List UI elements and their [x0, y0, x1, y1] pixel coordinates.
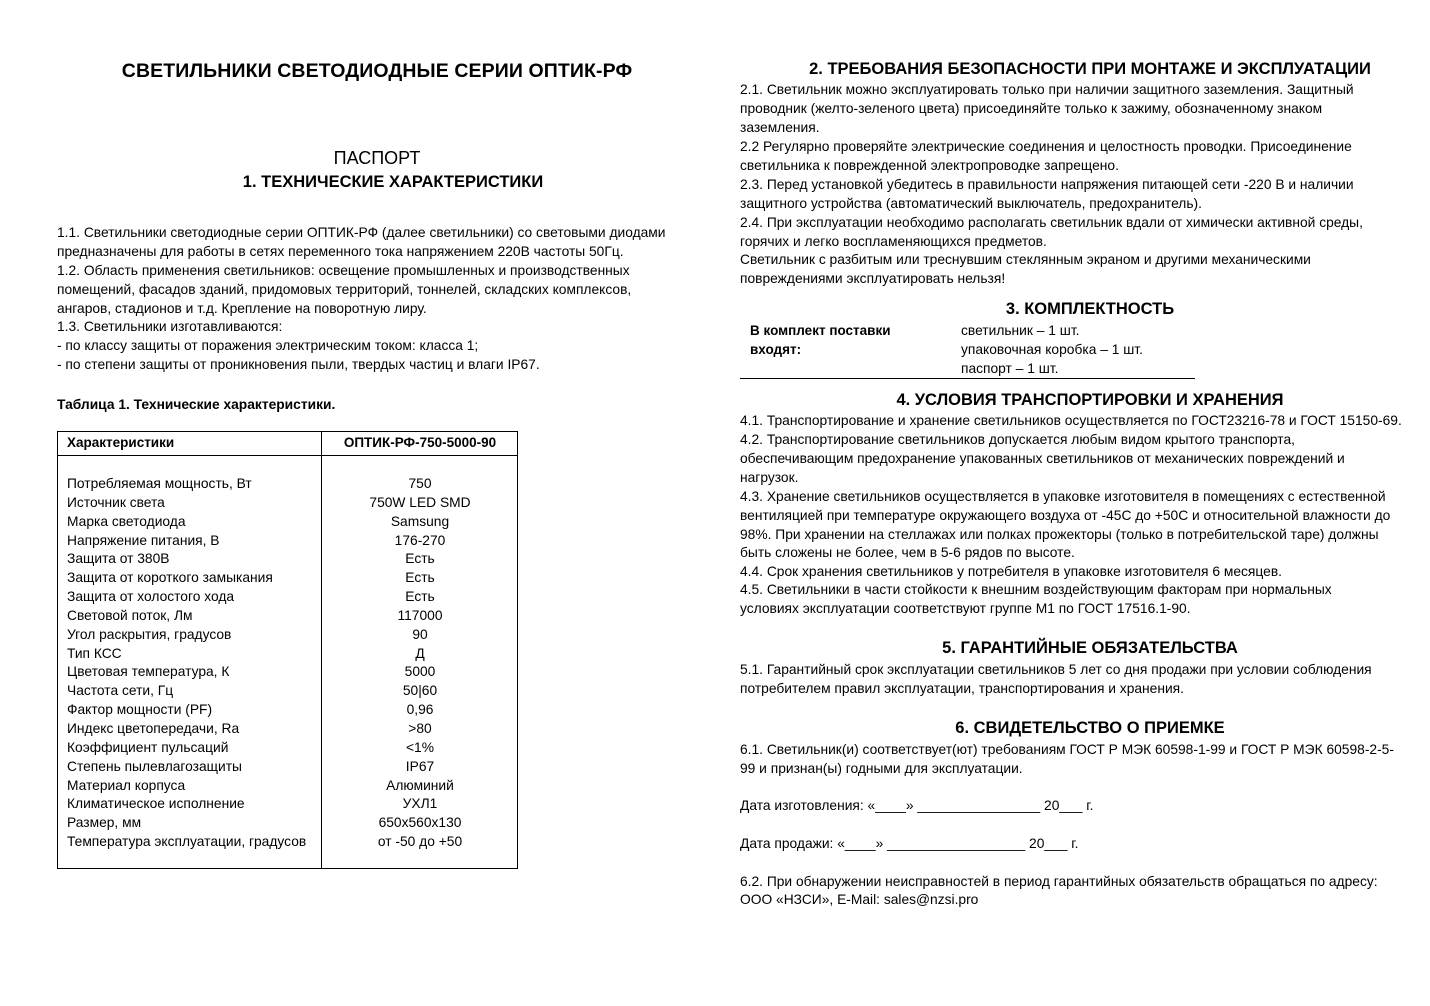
- table-row: [58, 739, 519, 758]
- section-2-line: 2.4. При эксплуатации необходимо располагать светильник вдали от химически активной среды,: [740, 215, 1363, 230]
- section-1-heading: 1. ТЕХНИЧЕСКИЕ ХАРАКТЕРИСТИКИ: [242, 173, 544, 191]
- row-label: Размер, мм: [67, 815, 142, 831]
- table-row: [58, 645, 519, 664]
- section-2-line: горячих и легко воспламеняющихся предметов.: [740, 234, 1047, 249]
- kit-item: светильник – 1 шт.: [961, 323, 1080, 338]
- section-4-line: быть сложены не более, чем в 5-6 рядов по высоте.: [740, 545, 1075, 560]
- kit-label-line: входят:: [750, 342, 802, 357]
- section-4-line: 4.4. Срок хранения светильников у потребителя в упаковке изготовителя 6 месяцев.: [740, 564, 1282, 579]
- table-row: [58, 682, 519, 701]
- row-label: Индекс цветопередачи, Ra: [67, 720, 240, 736]
- table-body: [58, 475, 519, 852]
- row-label: Световой поток, Лм: [67, 607, 193, 623]
- table-row: [58, 701, 519, 720]
- intro-line: ангаров, стадионов и т.д. Крепление на поворотную лиру.: [57, 301, 427, 316]
- row-label: Защита от холостого хода: [67, 589, 235, 605]
- row-label: Климатическое исполнение: [67, 796, 245, 812]
- intro-line: - по классу защиты от поражения электрическим током: класса 1;: [57, 338, 479, 353]
- table-header-characteristics: Характеристики: [67, 435, 175, 450]
- section-4-line: 4.5. Светильники в части стойкости к внешним воздействующим факторам при нормальных: [740, 582, 1332, 597]
- table-header-model: ОПТИК-РФ-750-5000-90: [343, 435, 497, 450]
- contact-line: 6.2. При обнаружении неисправностей в период гарантийных обязательств обращаться по адресу:: [740, 874, 1378, 889]
- row-value: УХЛ1: [402, 796, 438, 812]
- table-row: [58, 663, 519, 682]
- left-column: [57, 0, 697, 1006]
- row-value: <1%: [406, 739, 434, 755]
- kit-item: паспорт – 1 шт.: [961, 361, 1059, 376]
- row-value: 90: [412, 626, 428, 642]
- table-row: [58, 720, 519, 739]
- section-6-line: 99 и признан(ы) годными для эксплуатации.: [740, 761, 1023, 776]
- section-2-line: защитного устройства (автоматический выключатель, предохранитель).: [740, 196, 1202, 211]
- row-value: 176-270: [394, 532, 446, 548]
- row-label: Степень пылевлагозащиты: [67, 758, 242, 774]
- row-label: Источник света: [67, 494, 165, 510]
- contact-line: ООО «НЗСИ», E-Mail: sales@nzsi.pro: [740, 892, 979, 907]
- table-row: [58, 475, 519, 494]
- intro-line: предназначены для работы в сетях переменного тока напряжением 220В частоты 50Гц.: [57, 244, 624, 259]
- row-label: Потребляемая мощность, Вт: [67, 476, 252, 491]
- table-row: [58, 833, 519, 852]
- table-row: [58, 513, 519, 532]
- table-header-divider: [58, 455, 517, 456]
- row-value: IP67: [405, 758, 435, 774]
- row-label: Защита от короткого замыкания: [67, 570, 273, 586]
- table-row: [58, 532, 519, 551]
- section-2-heading: 2. ТРЕБОВАНИЯ БЕЗОПАСНОСТИ ПРИ МОНТАЖЕ И ЭКСПЛУАТАЦИИ: [809, 60, 1371, 78]
- row-label: Температура эксплуатации, градусов: [67, 834, 307, 850]
- intro-line: помещений, фасадов зданий, придомовых территорий, тоннелей, складских комплексов,: [57, 282, 632, 297]
- row-value: от -50 до +50: [377, 834, 463, 850]
- passport-heading: ПАСПОРТ: [333, 148, 421, 168]
- row-value: 650х560х130: [378, 815, 462, 831]
- spec-table: [57, 431, 518, 869]
- section-3-heading: 3. КОМПЛЕКТНОСТЬ: [1005, 300, 1175, 318]
- row-value: Samsung: [390, 513, 450, 529]
- section-2-line: Светильник с разбитым или треснувшим стеклянным экраном и другими механическими: [740, 252, 1311, 267]
- row-value: Есть: [405, 570, 435, 586]
- kit-items: [961, 321, 1143, 378]
- section-4-line: 4.3. Хранение светильников осуществляется в упаковке изготовителя в помещениях с естественной: [740, 489, 1386, 504]
- row-label: Напряжение питания, В: [67, 532, 220, 548]
- row-label: Фактор мощности (PF): [67, 702, 213, 718]
- row-value: 750W LED SMD: [369, 494, 471, 510]
- table-row: [58, 494, 519, 513]
- section-2-line: 2.1. Светильник можно эксплуатировать только при наличии защитного заземления. Защитный: [740, 82, 1354, 97]
- section-4-line: 4.2. Транспортирование светильников допускается любым видом крытого транспорта,: [740, 432, 1295, 447]
- table-row: [58, 607, 519, 626]
- section-4-heading: 4. УСЛОВИЯ ТРАНСПОРТИРОВКИ И ХРАНЕНИЯ: [896, 391, 1284, 409]
- section-2-line: повреждениями эксплуатировать нельзя!: [740, 271, 1006, 286]
- section-6-heading: 6. СВИДЕТЕЛЬСТВО О ПРИЕМКЕ: [955, 719, 1225, 737]
- document-title: СВЕТИЛЬНИКИ СВЕТОДИОДНЫЕ СЕРИИ ОПТИК-РФ: [121, 60, 633, 82]
- sale-date-field: Дата продажи: «____» __________________ 20___ г.: [740, 836, 1079, 851]
- section-4-line: 4.1. Транспортирование и хранение светильников осуществляется по ГОСТ23216-78 и ГОСТ 15150-69.: [740, 413, 1402, 428]
- section-5-heading: 5. ГАРАНТИЙНЫЕ ОБЯЗАТЕЛЬСТВА: [942, 639, 1238, 657]
- section-2-line: 2.3. Перед установкой убедитесь в правильности напряжения питающей сети -220 В и наличии: [740, 177, 1354, 192]
- row-value: 750: [408, 476, 432, 491]
- table-row: [58, 588, 519, 607]
- section-2-line: проводник (желто-зеленого цвета) присоединяйте только к зажиму, обозначенному знаком: [740, 101, 1323, 116]
- row-value: 0,96: [406, 702, 434, 718]
- row-value: Алюминий: [386, 777, 454, 793]
- row-value: 50|60: [402, 683, 438, 699]
- row-label: Защита от 380В: [67, 551, 170, 567]
- table-row: [58, 777, 519, 796]
- table-row: [58, 550, 519, 569]
- row-label: Угол раскрытия, градусов: [67, 626, 232, 642]
- row-value: Есть: [405, 589, 435, 605]
- right-column: [740, 0, 1420, 1006]
- section-5-line: потребителем правил эксплуатации, транспортирования и хранения.: [740, 681, 1184, 696]
- kit-item: упаковочная коробка – 1 шт.: [961, 342, 1143, 357]
- section-4-line: 98%. При хранении на стеллажах или полках прожекторы (только в потребительской таре) должны: [740, 527, 1379, 542]
- row-label: Марка светодиода: [67, 513, 186, 529]
- row-value: Есть: [405, 551, 435, 567]
- table-row: [58, 626, 519, 645]
- row-label: Тип КСС: [67, 645, 122, 661]
- section-2-line: светильника к поврежденной электропроводке запрещено.: [740, 158, 1119, 173]
- section-6-line: 6.1. Светильник(и) соответствует(ют) требованиям ГОСТ Р МЭК 60598-1-99 и ГОСТ Р МЭК 60598-2-5-: [740, 742, 1394, 757]
- row-value: Д: [415, 645, 425, 661]
- row-label: Цветовая температура, К: [67, 664, 230, 680]
- row-label: Материал корпуса: [67, 777, 186, 793]
- row-value: 5000: [404, 664, 436, 680]
- row-label: Коэффициент пульсаций: [67, 739, 229, 755]
- table-row: [58, 795, 519, 814]
- section-5-line: 5.1. Гарантийный срок эксплуатации светильников 5 лет со дня продажи при условии соблюдения: [740, 662, 1372, 677]
- section-2-line: 2.2 Регулярно проверяйте электрические соединения и целостность проводки. Присоединение: [740, 139, 1352, 154]
- intro-line: - по степени защиты от проникновения пыли, твердых частиц и влаги IP67.: [57, 357, 540, 372]
- row-label: Частота сети, Гц: [67, 683, 174, 699]
- kit-label: [750, 321, 891, 359]
- section-4-line: обеспечивающим предохранение упакованных светильников от механических повреждений и: [740, 451, 1345, 466]
- row-value: >80: [408, 720, 432, 736]
- intro-line: 1.1. Светильники светодиодные серии ОПТИК-РФ (далее светильники) со световыми диодами: [57, 225, 666, 240]
- kit-label-line: В комплект поставки: [750, 323, 891, 338]
- section-4-line: вентиляцией при температуре окружающего воздуха от -45С до +50С и относительной влажности до: [740, 508, 1391, 523]
- intro-line: 1.2. Область применения светильников: освещение промышленных и производственных: [57, 263, 630, 278]
- manufacture-date-field: Дата изготовления: «____» ________________ 20___ г.: [740, 798, 1094, 813]
- kit-divider: [740, 378, 1195, 379]
- table-row: [58, 814, 519, 833]
- table-caption: Таблица 1. Технические характеристики.: [57, 397, 336, 412]
- section-4-line: нагрузок.: [740, 470, 799, 485]
- row-value: 117000: [397, 607, 443, 623]
- section-4-line: условиях эксплуатации соответствуют группе М1 по ГОСТ 17516.1-90.: [740, 601, 1191, 616]
- section-2-line: заземления.: [740, 120, 820, 135]
- table-row: [58, 569, 519, 588]
- table-row: [58, 758, 519, 777]
- intro-line: 1.3. Светильники изготавливаются:: [57, 319, 283, 334]
